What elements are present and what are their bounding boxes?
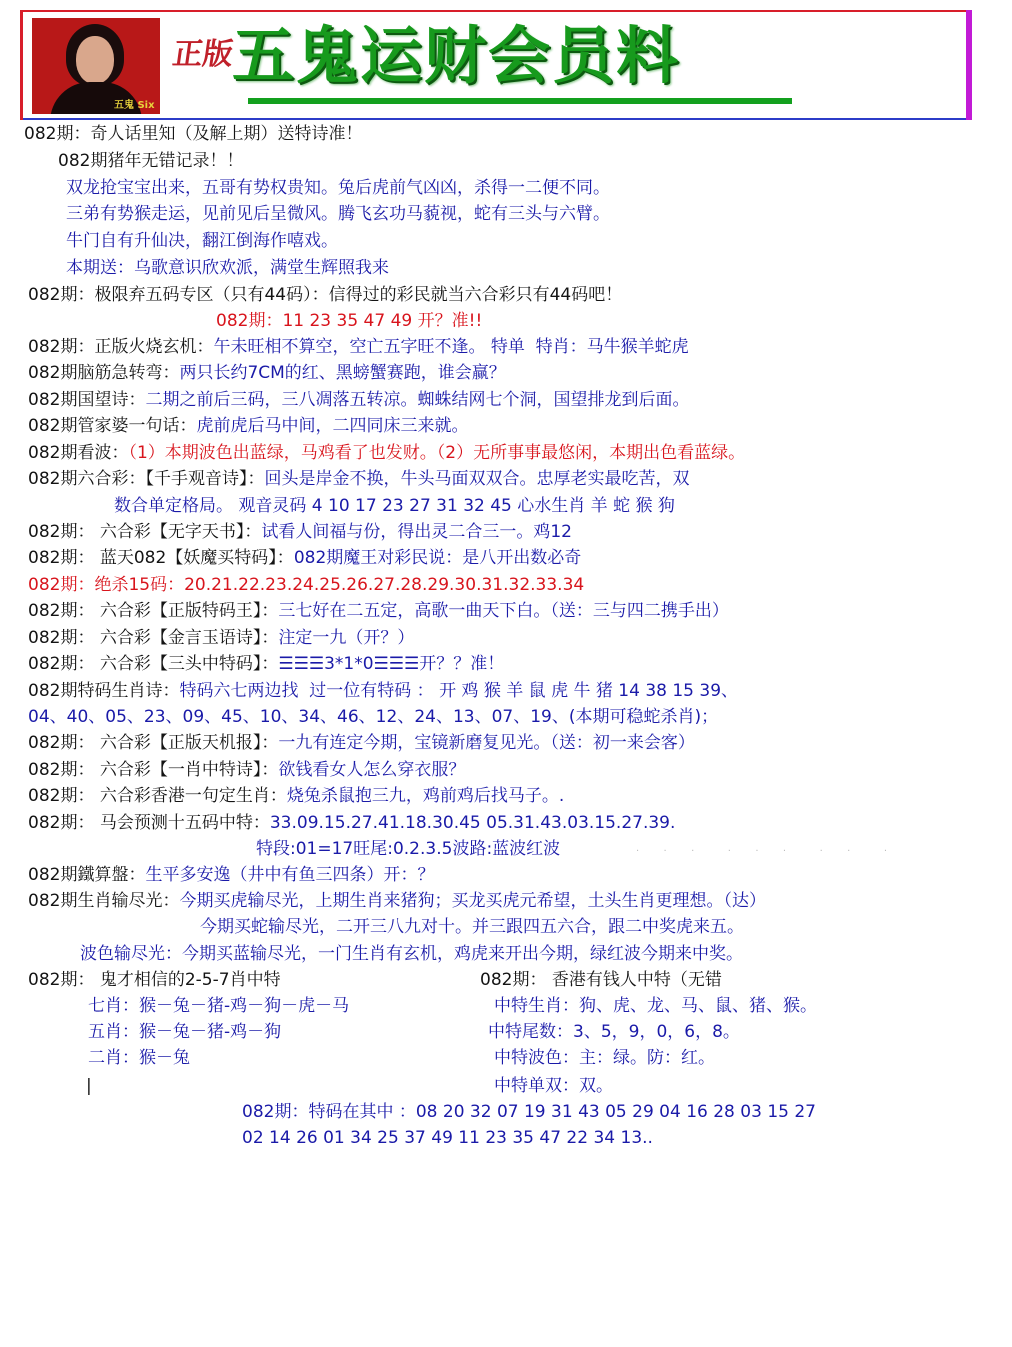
line-24-label: 082期： 六合彩【正版天机报】： — [28, 733, 279, 753]
line-9 — [28, 336, 689, 358]
line-9-text: 午未旺相不算空，空亡五字旺不逢。 特单 特肖：马牛猴羊蛇虎 — [213, 337, 689, 357]
line-15: 数合单定格局。 观音灵码 4 10 17 23 27 31 32 45 心水生肖 羊 蛇 猴 狗 — [114, 496, 675, 516]
line-20 — [28, 627, 414, 649]
line-4: 三弟有势猴走运，见前见后呈微风。腾飞玄功马藐视，蛇有三头与六臂。 — [66, 204, 610, 224]
line-19 — [28, 600, 729, 622]
line-16 — [28, 521, 572, 543]
line-18: 082期：绝杀15码：20.21.22.23.24.25.26.27.28.29.30.31.32.33.34 — [28, 575, 585, 595]
line-12-label: 082期管家婆一句话： — [28, 416, 197, 436]
line-9-label: 082期：正版火烧玄机： — [28, 337, 214, 357]
line-6: 本期送：乌歌意识欣欢派，满堂生辉照我来 — [66, 258, 389, 278]
line-11-text: 二期之前后三码，三八凋落五转凉。蜘蛛结网七个洞，国望排龙到后面。 — [145, 390, 690, 410]
line-2: 082期猪年无错记录！！ — [58, 151, 244, 171]
line-13 — [28, 442, 745, 464]
page-header — [20, 6, 972, 120]
line-29-label: 082期鐵算盤： — [28, 865, 146, 885]
line-20-label: 082期： 六合彩【金言玉语诗】： — [28, 628, 279, 648]
line-30-label: 082期生肖输尽光： — [28, 891, 180, 911]
line-22 — [28, 680, 738, 702]
line-30-text: 今期买虎输尽光，上期生肖来猪狗；买龙买虎元希望，土头生肖更理想。（达） — [179, 891, 766, 911]
line-14-label: 082期六合彩：【千手观音诗】： — [28, 469, 265, 489]
line-25 — [28, 759, 465, 781]
line-3: 双龙抢宝宝出来，五哥有势权贵知。兔后虎前气凶凶，杀得一二便不同。 — [66, 178, 610, 198]
line-34-right: 中特生肖：狗、虎、龙、马、鼠、猪、猴。 — [494, 996, 817, 1016]
line-11-label: 082期国望诗： — [28, 390, 146, 410]
line-16-label: 082期： 六合彩【无字天书】： — [28, 522, 262, 542]
line-36-left: 二肖：猴－兔 — [88, 1048, 190, 1068]
line-24 — [28, 732, 695, 754]
line-10-label: 082期脑筋急转弯： — [28, 363, 180, 383]
line-10-text: 两只长约7CM的红、黑螃蟹赛跑，谁会赢？ — [179, 363, 506, 383]
line-38: 082期：特码在其中 ：08 20 32 07 19 31 43 05 29 04 16 28 03 15 27 — [242, 1102, 816, 1122]
line-37-right: 中特单双：双。 — [494, 1076, 613, 1096]
line-13-label: 082期看波： — [28, 443, 129, 463]
header-right-border — [966, 10, 972, 120]
line-33-right: 082期： 香港有钱人中特（无错 — [480, 970, 722, 990]
line-22-label: 082期特码生肖诗： — [28, 681, 180, 701]
line-17 — [28, 547, 581, 569]
line-34-left: 七肖：猴－兔－猪-鸡－狗－虎－马 — [88, 996, 350, 1016]
line-8: 082期：11 23 35 47 49 开？准!! — [216, 311, 483, 331]
page-title: 五鬼运财会员料 — [232, 19, 681, 92]
line-26-text: 烧兔杀鼠抱三九，鸡前鸡后找马子。. — [286, 786, 565, 806]
header-left-border — [20, 10, 23, 120]
line-14 — [28, 468, 689, 490]
header-bottom-border — [20, 118, 972, 120]
line-22-text: 特码六七两边找 过一位有特码 ： 开 鸡 猴 羊 鼠 虎 牛 猪 14 38 15 39、 — [179, 681, 739, 701]
line-32: 波色输尽光：今期买蓝输尽光，一门生肖有玄机，鸡虎来开出今期，绿红波今期来中奖。 — [80, 944, 743, 964]
photo-caption: 五鬼 Six — [114, 100, 155, 111]
line-1: 082期：奇人话里知（及解上期）送特诗准！ — [24, 124, 363, 144]
faint-dots: · · · · · · · · · — [636, 846, 894, 857]
line-24-text: 一九有连定今期，宝镜新磨复见光。（送：初一来会客） — [278, 733, 695, 753]
line-17-label: 082期： 蓝天082【妖魔买特码】： — [28, 548, 294, 568]
title-underline — [248, 98, 792, 104]
line-10 — [28, 362, 506, 384]
line-29-text: 生平多安逸（井中有鱼三四条）开：？ — [145, 865, 435, 885]
line-27-text: 33.09.15.27.41.18.30.45 05.31.43.03.15.27.39. — [269, 813, 676, 833]
line-39: 02 14 26 01 34 25 37 49 11 23 35 47 22 34 13.. — [242, 1128, 653, 1148]
line-26-label: 082期： 六合彩香港一句定生肖： — [28, 786, 287, 806]
line-21 — [28, 653, 504, 675]
line-14-text: 回头是岸金不换，牛头马面双双合。忠厚老实最吃苦，双 — [264, 469, 690, 489]
line-11 — [28, 389, 689, 411]
line-21-label: 082期： 六合彩【三头中特码】： — [28, 654, 279, 674]
line-19-label: 082期： 六合彩【正版特码王】： — [28, 601, 279, 621]
line-12 — [28, 415, 468, 437]
line-26 — [28, 785, 564, 807]
line-30 — [28, 890, 766, 912]
line-29 — [28, 864, 434, 886]
line-35-right: 中特尾数：3、5，9，0，6，8。 — [488, 1022, 740, 1042]
line-7: 082期：极限弃五码专区（只有44码）：信得过的彩民就当六合彩只有44码吧！ — [28, 285, 623, 305]
line-23: 04、40、05、23、09、45、10、34、46、12、24、13、07、19、(本期可稳蛇杀肖)； — [28, 707, 719, 727]
line-35-left: 五肖：猴－兔－猪-鸡－狗 — [88, 1022, 282, 1042]
line-20-text: 注定一九（开？） — [278, 628, 415, 648]
line-25-text: 欲钱看女人怎么穿衣服？ — [278, 760, 466, 780]
line-21-text: ☰☰☰3*1*0☰☰☰开？？准！ — [278, 654, 505, 674]
line-31: 今期买蛇输尽光，二开三八九对十。并三跟四五六合，跟二中奖虎来五。 — [200, 917, 744, 937]
line-27-label: 082期： 马会预测十五码中特： — [28, 813, 270, 833]
line-28: 特段:01=17旺尾:0.2.3.5波路:蓝波红波 — [256, 839, 561, 859]
header-top-border — [20, 10, 972, 12]
line-25-label: 082期： 六合彩【一肖中特诗】： — [28, 760, 279, 780]
line-13-text: （1）本期波色出蓝绿，马鸡看了也发财。（2）无所事事最悠闲，本期出色看蓝绿。 — [128, 443, 746, 463]
line-27 — [28, 812, 675, 834]
line-36-right: 中特波色：主：绿。防：红。 — [494, 1048, 715, 1068]
line-17-text: 082期魔王对彩民说：是八开出数必奇 — [293, 548, 582, 568]
line-19-text: 三七好在二五定，高歌一曲天下白。（送：三与四二携手出） — [278, 601, 729, 621]
line-16-text: 试看人间福与份，得出灵二合三一。鸡12 — [261, 522, 572, 542]
line-5: 牛门自有升仙决，翻江倒海作嘻戏。 — [66, 231, 338, 251]
line-12-text: 虎前虎后马中间，二四同床三来就。 — [196, 416, 469, 436]
portrait-photo — [32, 18, 160, 114]
line-37-mark: | — [86, 1076, 92, 1096]
edition-badge: 正版 — [170, 37, 236, 72]
portrait-face — [76, 36, 114, 84]
line-33-left: 082期： 鬼才相信的2-5-7肖中特 — [28, 970, 281, 990]
